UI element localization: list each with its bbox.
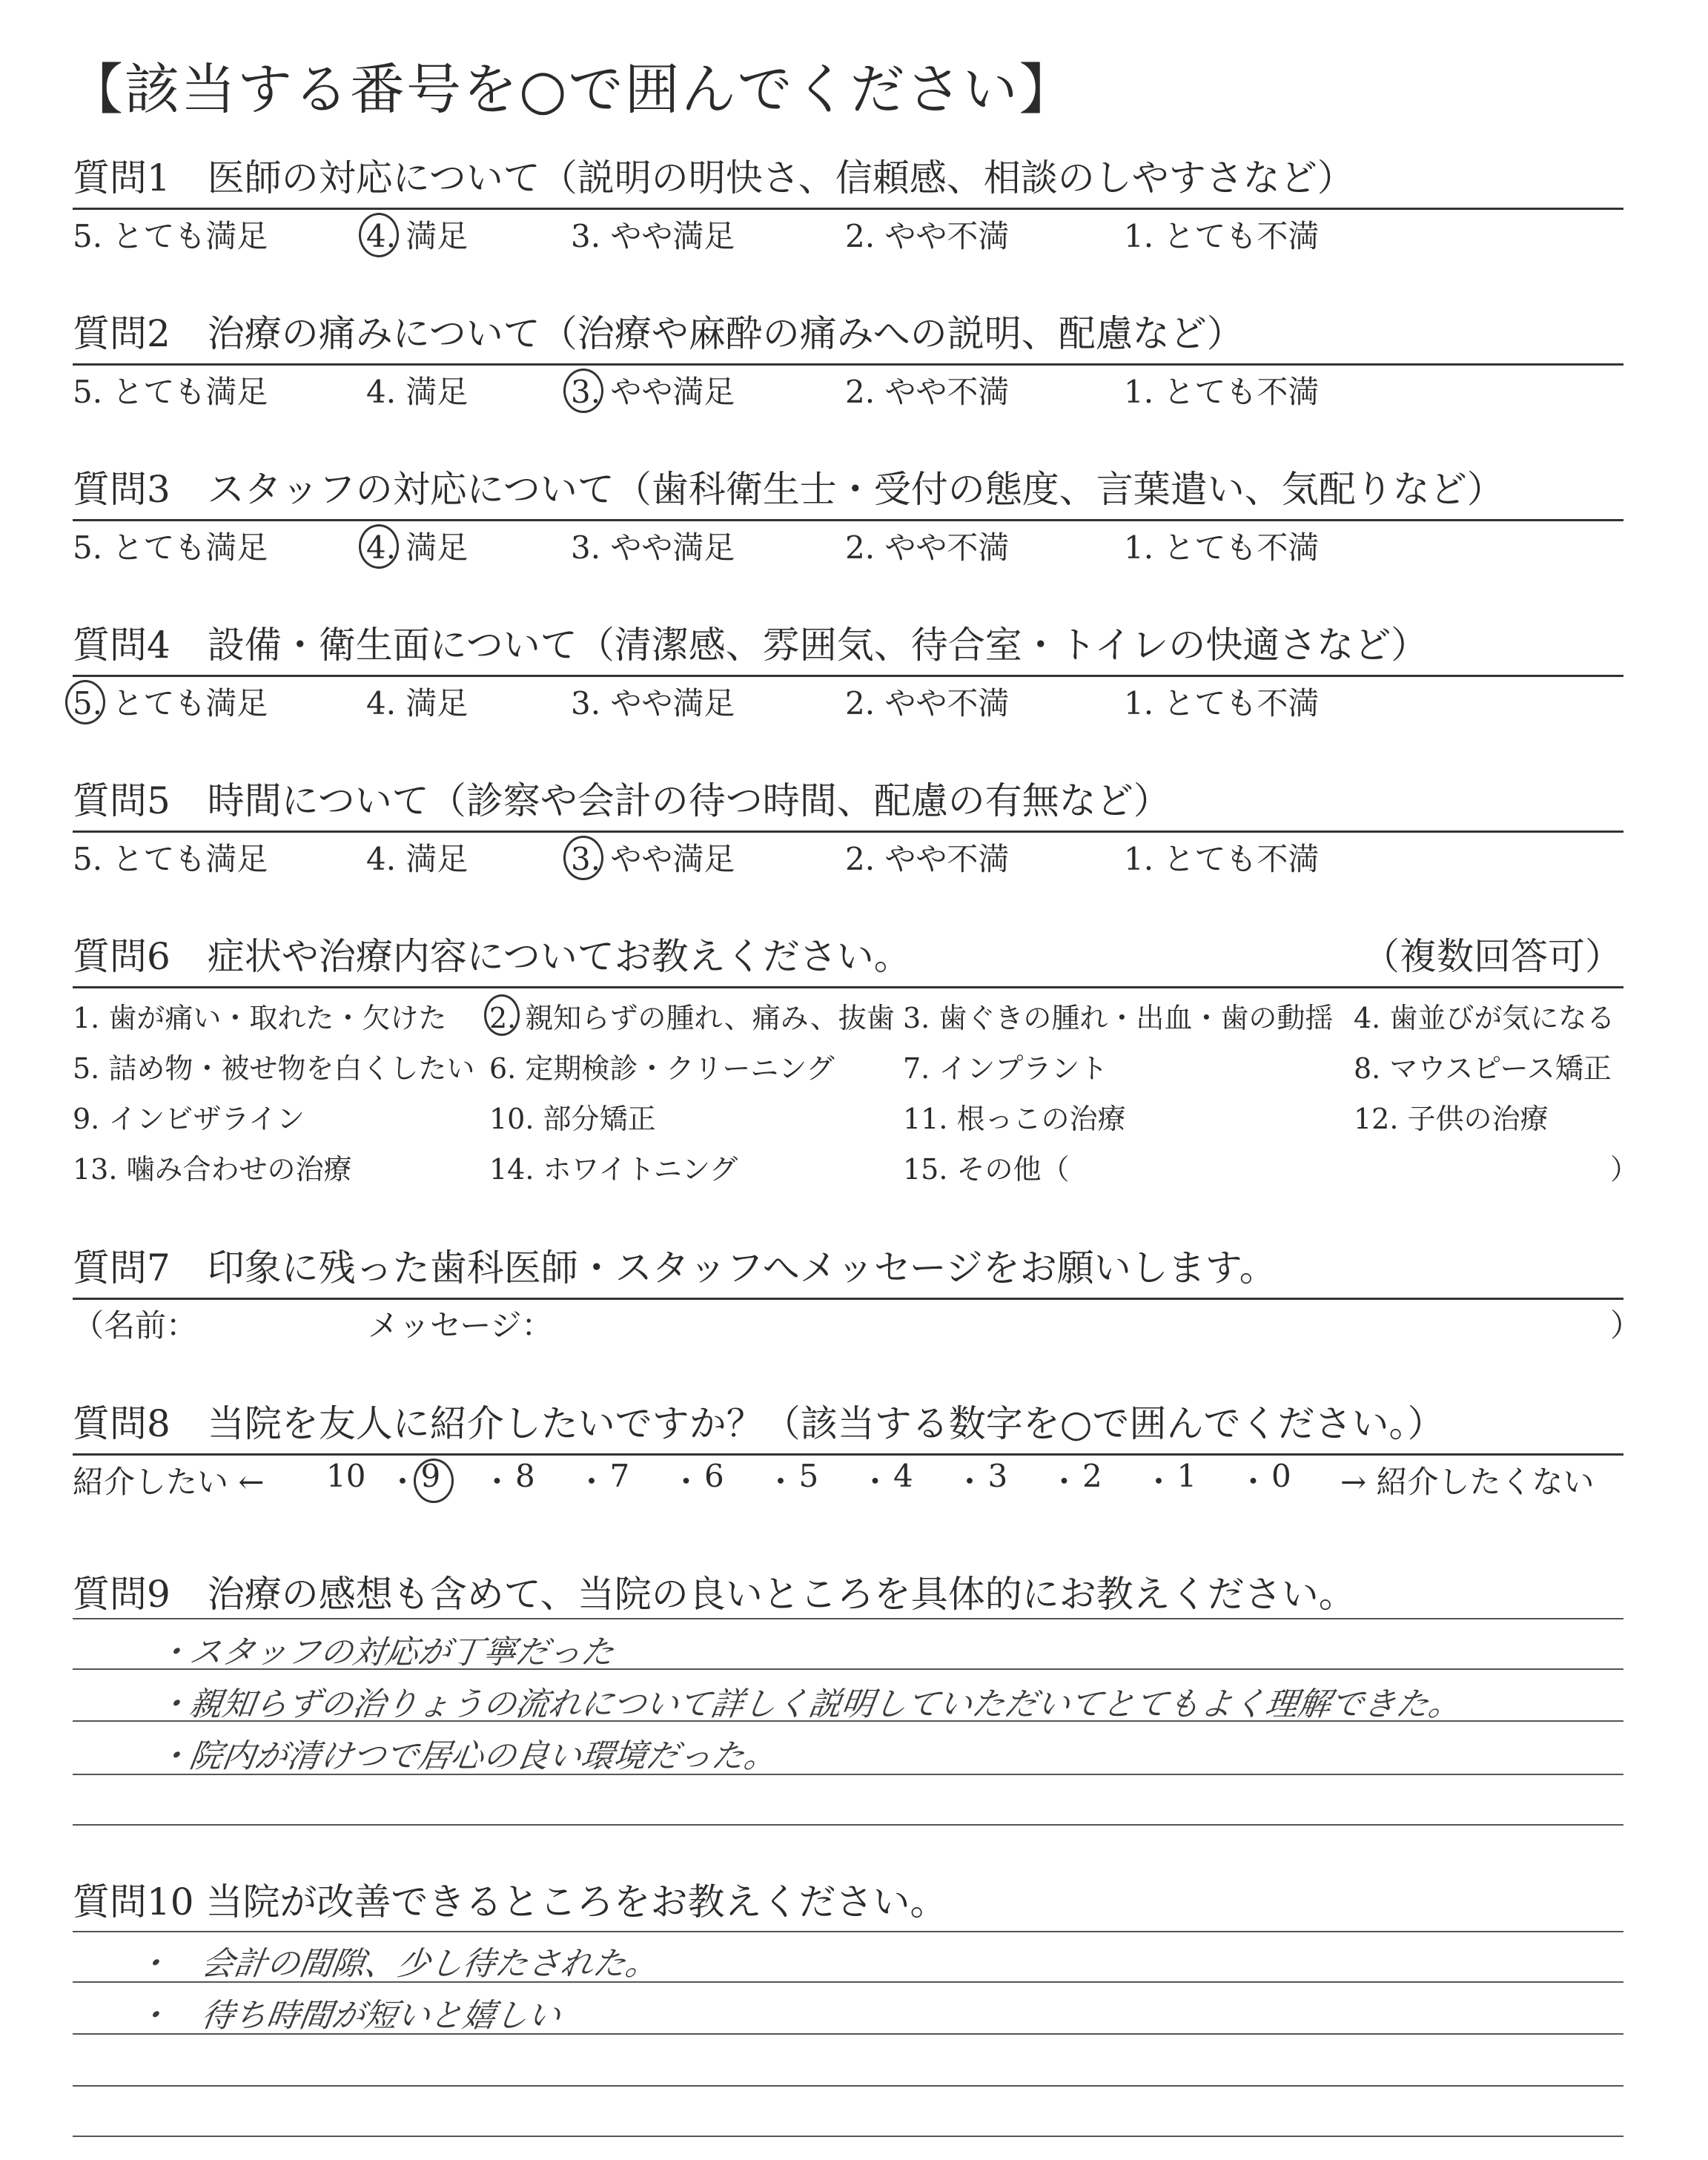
q10-answer-1: ・ 会計の間隙、少し待たされた。 [133, 1945, 661, 1983]
q6-option-15[interactable]: 15. その他（ [903, 1153, 1070, 1186]
q1-option-3[interactable]: 3. やや満足 [571, 218, 735, 254]
q8-separator: ・ [481, 1464, 513, 1500]
page-title: 【該当する番号を○で囲んでください】 [68, 58, 1076, 122]
question-3-rule [73, 519, 1623, 521]
q6-option-1[interactable]: 1. 歯が痛い・取れた・欠けた [73, 1002, 447, 1034]
q5-option-3[interactable]: 3. やや満足 [571, 841, 735, 877]
q6-option-13[interactable]: 13. 噛み合わせの治療 [73, 1153, 352, 1186]
q8-separator: ・ [387, 1464, 419, 1500]
q6-option-3[interactable]: 3. 歯ぐきの腫れ・出血・歯の動揺 [903, 1002, 1334, 1034]
q9-line [73, 1618, 1623, 1619]
q8-scale-2[interactable]: 2 [1082, 1458, 1102, 1494]
q1-selected-circle [359, 213, 399, 257]
question-1-rule [73, 208, 1623, 210]
q10-answer-2: ・ 待ち時間が短いと嬉しい [133, 1997, 563, 2035]
q6-option-12[interactable]: 12. 子供の治療 [1354, 1103, 1549, 1135]
question-1-title: 質問1 医師の対応について（説明の明快さ、信頼感、相談のしやすさなど） [73, 156, 1354, 199]
q3-option-3[interactable]: 3. やや満足 [571, 529, 735, 566]
q6-option-7[interactable]: 7. インプラント [903, 1052, 1108, 1085]
q8-right-label: → 紹介したくない [1340, 1464, 1595, 1500]
question-2-title: 質問2 治療の痛みについて（治療や麻酔の痛みへの説明、配慮など） [73, 312, 1244, 355]
q6-title: 質問6 症状や治療内容についてお教えください。 [73, 935, 911, 978]
question-2-rule [73, 363, 1623, 366]
question-5-title: 質問5 時間について（診察や会計の待つ時間、配慮の有無など） [73, 779, 1171, 822]
q10-line [73, 2136, 1623, 2137]
q6-selected-circle [484, 994, 520, 1036]
q8-separator: ・ [1143, 1464, 1175, 1500]
q6-option-10[interactable]: 10. 部分矯正 [489, 1103, 656, 1135]
q2-option-5[interactable]: 5. とても満足 [73, 374, 268, 410]
q3-option-4[interactable]: 4. 満足 [366, 529, 469, 566]
q2-option-3[interactable]: 3. やや満足 [571, 374, 735, 410]
q8-scale-1[interactable]: 1 [1176, 1458, 1197, 1494]
q8-separator: ・ [954, 1464, 986, 1500]
q10-line [73, 2085, 1623, 2087]
q7-close-paren: ） [1610, 1307, 1642, 1344]
q4-option-4[interactable]: 4. 満足 [366, 685, 469, 721]
q3-selected-circle [359, 524, 399, 569]
question-4-title: 質問4 設備・衛生面について（清潔感、雰囲気、待合室・トイレの快適さなど） [73, 624, 1429, 667]
q3-option-1[interactable]: 1. とても不満 [1124, 529, 1320, 566]
question-5-rule [73, 830, 1623, 833]
q8-scale-6[interactable]: 6 [704, 1458, 724, 1494]
q8-scale-0[interactable]: 0 [1271, 1458, 1291, 1494]
q4-option-1[interactable]: 1. とても不満 [1124, 685, 1320, 721]
q5-option-1[interactable]: 1. とても不満 [1124, 841, 1320, 877]
question-4-rule [73, 675, 1623, 677]
q2-option-4[interactable]: 4. 満足 [366, 374, 469, 410]
q8-separator: ・ [859, 1464, 891, 1500]
q9-title: 質問9 治療の感想も含めて、当院の良いところを具体的にお教えください。 [73, 1573, 1356, 1616]
q1-option-2[interactable]: 2. やや不満 [845, 218, 1010, 254]
q8-separator: ・ [670, 1464, 702, 1500]
q1-option-4[interactable]: 4. 満足 [366, 218, 469, 254]
q6-option-4[interactable]: 4. 歯並びが気になる [1354, 1002, 1615, 1034]
q8-scale-5[interactable]: 5 [798, 1458, 819, 1494]
q7-message-label: メッセージ： [368, 1307, 553, 1344]
q6-option-5[interactable]: 5. 詰め物・被せ物を白くしたい [73, 1052, 475, 1085]
q1-option-1[interactable]: 1. とても不満 [1124, 218, 1320, 254]
q7-title: 質問7 印象に残った歯科医師・スタッフへメッセージをお願いします。 [73, 1246, 1277, 1289]
q6-option-14[interactable]: 14. ホワイトニング [489, 1153, 738, 1186]
q1-option-5[interactable]: 5. とても満足 [73, 218, 268, 254]
q4-option-5[interactable]: 5. とても満足 [73, 685, 268, 721]
q7-rule [73, 1298, 1623, 1300]
q9-answer-1: ・スタッフの対応が丁寧だった [154, 1634, 617, 1671]
q2-selected-circle [563, 369, 603, 413]
q3-option-5[interactable]: 5. とても満足 [73, 529, 268, 566]
q6-rule [73, 986, 1623, 988]
q8-scale-9[interactable]: 9 [420, 1458, 441, 1494]
q6-option-2[interactable]: 2. 親知らずの腫れ、痛み、抜歯 [489, 1002, 895, 1034]
q6-option-8[interactable]: 8. マウスピース矯正 [1354, 1052, 1612, 1085]
question-3-title: 質問3 スタッフの対応について（歯科衛生士・受付の態度、言葉遣い、気配りなど） [73, 468, 1504, 511]
q8-separator: ・ [576, 1464, 608, 1500]
q8-separator: ・ [1048, 1464, 1080, 1500]
q8-separator: ・ [1237, 1464, 1269, 1500]
q2-option-1[interactable]: 1. とても不満 [1124, 374, 1320, 410]
q8-selected-circle [414, 1459, 454, 1503]
q8-rule [73, 1453, 1623, 1456]
q8-scale-3[interactable]: 3 [987, 1458, 1008, 1494]
q6-option-6[interactable]: 6. 定期検診・クリーニング [489, 1052, 835, 1085]
q9-answer-2: ・親知らずの治りょうの流れについて詳しく説明していただいてとてもよく理解できた。 [154, 1685, 1464, 1723]
q5-option-2[interactable]: 2. やや不満 [845, 841, 1010, 877]
q2-option-2[interactable]: 2. やや不満 [845, 374, 1010, 410]
q7-name-label: （名前： [73, 1307, 198, 1344]
q6-option-11[interactable]: 11. 根っこの治療 [903, 1103, 1126, 1135]
q4-option-2[interactable]: 2. やや不満 [845, 685, 1010, 721]
q5-option-4[interactable]: 4. 満足 [366, 841, 469, 877]
q10-line [73, 1931, 1623, 1932]
q8-scale-8[interactable]: 8 [515, 1458, 535, 1494]
q5-option-5[interactable]: 5. とても満足 [73, 841, 268, 877]
q8-separator: ・ [765, 1464, 797, 1500]
q4-selected-circle [65, 680, 105, 724]
q9-line [73, 1824, 1623, 1826]
q6-option-9[interactable]: 9. インビザライン [73, 1103, 305, 1135]
q3-option-2[interactable]: 2. やや不満 [845, 529, 1010, 566]
q8-scale-4[interactable]: 4 [893, 1458, 913, 1494]
q8-title: 質問8 当院を友人に紹介したいですか？（該当する数字を○で囲んでください。） [73, 1402, 1445, 1445]
q9-answer-3: ・院内が清けつで居心の良い環境だった。 [154, 1737, 780, 1775]
q6-other-close-paren: ） [1610, 1153, 1639, 1186]
q10-title: 質問10 当院が改善できるところをお教えください。 [73, 1880, 947, 1923]
q5-selected-circle [563, 836, 603, 880]
q8-left-label: 紹介したい ← [73, 1464, 265, 1500]
q4-option-3[interactable]: 3. やや満足 [571, 685, 735, 721]
q8-scale-7[interactable]: 7 [609, 1458, 630, 1494]
q6-note: （複数回答可） [1363, 935, 1622, 978]
q8-scale-10[interactable]: 10 [326, 1458, 366, 1494]
